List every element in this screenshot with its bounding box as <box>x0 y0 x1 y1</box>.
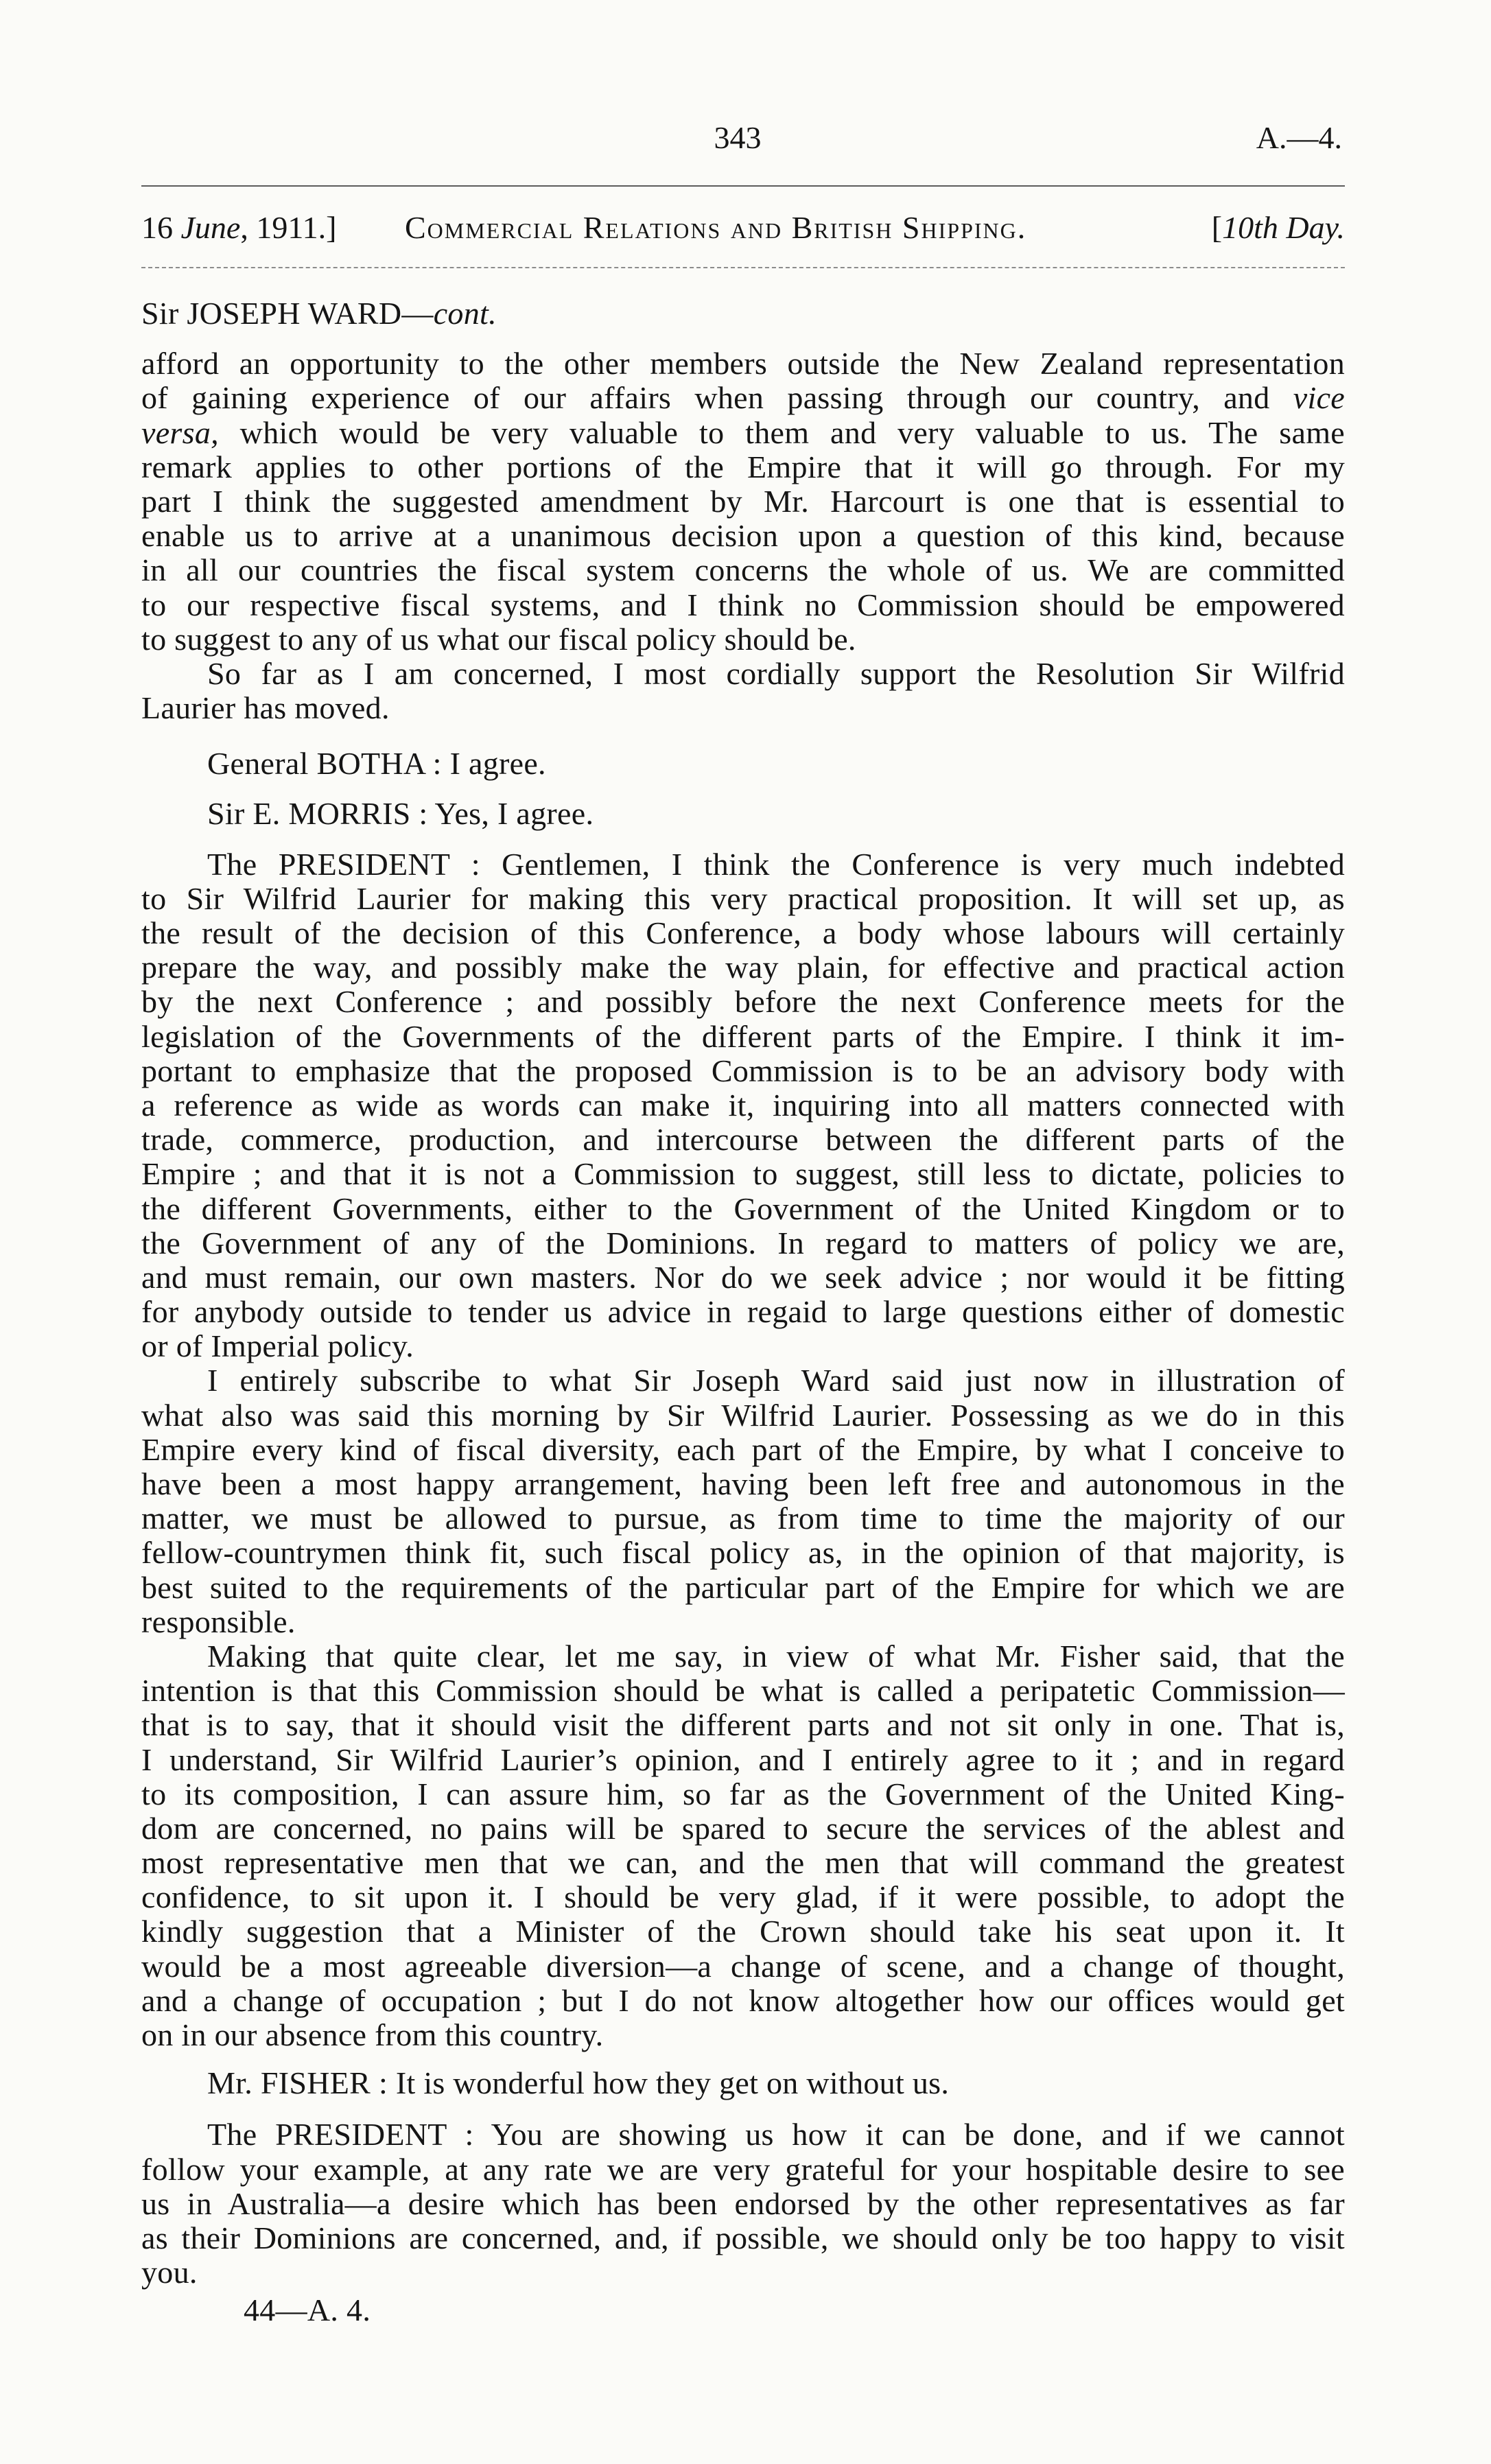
text-line: in all our countries the fiscal system concerns the whole of us. We are committed <box>141 552 1345 588</box>
document-body <box>141 296 1345 2328</box>
page-number: 343 <box>714 120 762 155</box>
running-head-title: Commercial Relations and British Shipping. <box>405 210 1027 245</box>
running-head <box>141 211 1345 245</box>
text-line: to suggest to any of us what our fiscal policy should be. <box>141 621 856 657</box>
text-line: remark applies to other portions of the Empire that it will go through. For my <box>141 449 1345 484</box>
text-line: afford an opportunity to the other members outside the New Zealand representation <box>141 346 1345 382</box>
speech-line <box>141 2066 1345 2100</box>
text-segment: of gaining experience of our affairs when passing through our country, and <box>141 380 1293 416</box>
speech-text: Yes, I agree. <box>427 796 594 832</box>
text-line: follow your example, at any rate we are very grateful for your hospitable desire to see <box>141 2151 1345 2187</box>
text-line: or of Imperial policy. <box>141 1328 414 1364</box>
speech-text: I agree. <box>441 746 546 782</box>
paragraph <box>141 2117 1345 2290</box>
text-line: fellow-countrymen think fit, such fiscal policy as, in the opinion of that majority, is <box>141 1535 1345 1571</box>
text-line: Empire every kind of fiscal diversity, each part of the Empire, by what I conceive to <box>141 1431 1345 1467</box>
text-line: legislation of the Governments of the different parts of the Empire. I think it im- <box>141 1018 1345 1054</box>
text-line: and a change of occupation ; but I do not know altogether how our offices would get <box>141 1982 1345 2018</box>
text-line: to its composition, I can assure him, so far as the Government of the United King- <box>141 1776 1345 1811</box>
text-line: portant to emphasize that the proposed Commission is to be an advisory body with <box>141 1053 1345 1088</box>
text-line: a reference as wide as words can make it, inquiring into all matters connected with <box>141 1087 1345 1123</box>
day-bracket: [ <box>1211 210 1223 245</box>
header-rule-top <box>141 185 1345 187</box>
text-line: responsible. <box>141 1604 296 1639</box>
date-year: , 1911.] <box>240 210 337 245</box>
speaker-label: Sir E. MORRIS : <box>207 796 428 832</box>
text-line: have been a most happy arrangement, having been left free and autonomous in the <box>141 1466 1345 1501</box>
speech-text: You are showing us how it can be done, and if we cannot <box>473 2117 1345 2152</box>
text-line: the result of the decision of this Conference, a body whose labours will certainly <box>141 915 1345 950</box>
speech-line <box>141 797 1345 831</box>
text-line: the Government of any of the Dominions. In regard to matters of policy we are, <box>141 1225 1345 1260</box>
text-line: dom are concerned, no pains will be spared to secure the services of the ablest and <box>141 1810 1345 1846</box>
paragraph <box>141 657 1345 725</box>
date-month: June <box>180 210 241 245</box>
italic-word: vice <box>1293 380 1345 416</box>
paragraph <box>141 1639 1345 2052</box>
text-line: trade, commerce, production, and intercourse between the different parts of the <box>141 1122 1345 1158</box>
text-line: prepare the way, and possibly make the way plain, for effective and practical action <box>141 950 1345 985</box>
date-day: 16 <box>141 210 181 245</box>
header-rule-bottom <box>141 267 1345 268</box>
text-line: part I think the suggested amendment by Mr. Harcourt is one that is essential to <box>141 483 1345 519</box>
sheet-signature: 44—A. 4. <box>244 2292 371 2328</box>
speech-text: Gentlemen, I think the Conference is very much indebted <box>480 846 1345 882</box>
text-line: kindly suggestion that a Minister of the Crown should take his seat upon it. It <box>141 1914 1345 1949</box>
speech-line <box>141 747 1345 781</box>
running-head-date <box>141 211 336 245</box>
text-line: So far as I am concerned, I most cordially support the Resolution Sir Wilfrid <box>207 655 1345 691</box>
paragraph <box>141 347 1345 657</box>
text-line: I understand, Sir Wilfrid Laurier’s opinion, and I entirely agree to it ; and in regard <box>141 1741 1345 1777</box>
text-line: you. <box>141 2255 198 2290</box>
text-line <box>141 2117 1345 2152</box>
text-line: intention is that this Commission should be what is called a peripatetic Commission— <box>141 1673 1345 1709</box>
day-label: 10th Day. <box>1222 210 1345 245</box>
text-line: by the next Conference ; and possibly before the next Conference meets for the <box>141 984 1345 1020</box>
speaker-label: The PRESIDENT : <box>207 846 480 882</box>
text-line: what also was said this morning by Sir Wilfrid Laurier. Possessing as we do in this <box>141 1397 1345 1433</box>
italic-word: versa, <box>141 414 219 450</box>
speaker-heading <box>141 296 1345 331</box>
text-line: that is to say, that it should visit the different parts and not sit only in one. That is, <box>141 1707 1345 1743</box>
text-line: on in our absence from this country. <box>141 2017 604 2052</box>
text-line: us in Australia—a desire which has been endorsed by the other representatives as far <box>141 2185 1345 2221</box>
speaker-label: Mr. FISHER : <box>207 2065 388 2101</box>
text-line: most representative men that we can, and the men that will command the greatest <box>141 1845 1345 1881</box>
text-line: would be a most agreeable diversion—a change of scene, and a change of thought, <box>141 1948 1345 1984</box>
running-head-day <box>1212 211 1345 245</box>
text-line: to Sir Wilfrid Laurier for making this very practical proposition. It will set up, as <box>141 880 1345 916</box>
text-line: Making that quite clear, let me say, in view of what Mr. Fisher said, that the <box>207 1638 1345 1674</box>
text-line <box>141 847 1345 882</box>
text-line: as their Dominions are concerned, and, if possible, we should only be too happy to visit <box>141 2220 1345 2255</box>
speaker-label: Sir JOSEPH WARD— <box>141 296 434 331</box>
text-line: enable us to arrive at a unanimous decision upon a question of this kind, because <box>141 518 1345 554</box>
text-line: I entirely subscribe to what Sir Joseph Ward said just now in illustration of <box>207 1363 1345 1398</box>
text-line: the different Governments, either to the Government of the United Kingdom or to <box>141 1190 1345 1226</box>
text-line: Laurier has moved. <box>141 690 390 726</box>
continued-marker: cont. <box>433 296 497 331</box>
speaker-label: The PRESIDENT : <box>207 2117 474 2152</box>
speech-text: It is wonderful how they get on without us. <box>388 2065 950 2101</box>
paragraph <box>141 847 1345 1364</box>
text-line: Empire ; and that it is not a Commission to suggest, still less to dictate, policies to <box>141 1156 1345 1192</box>
text-line: for anybody outside to tender us advice in regaid to large questions either of domestic <box>141 1294 1345 1330</box>
text-line: best suited to the requirements of the particular part of the Empire for which we are <box>141 1569 1345 1605</box>
paper-reference: A.—4. <box>1256 120 1342 155</box>
text-segment: which would be very valuable to them and very valuable to us. The same <box>218 414 1345 450</box>
speaker-label: General BOTHA : <box>207 746 442 782</box>
text-line: confidence, to sit upon it. I should be very glad, if it were possible, to adopt the <box>141 1879 1345 1915</box>
text-line: and must remain, our own masters. Nor do we seek advice ; nor would it be fitting <box>141 1259 1345 1295</box>
text-line <box>141 416 1345 450</box>
paragraph <box>141 1363 1345 1639</box>
text-line <box>141 381 1345 415</box>
text-line: to our respective fiscal systems, and I think no Commission should be empowered <box>141 587 1345 622</box>
text-line: matter, we must be allowed to pursue, as from time to time the majority of our <box>141 1501 1345 1536</box>
